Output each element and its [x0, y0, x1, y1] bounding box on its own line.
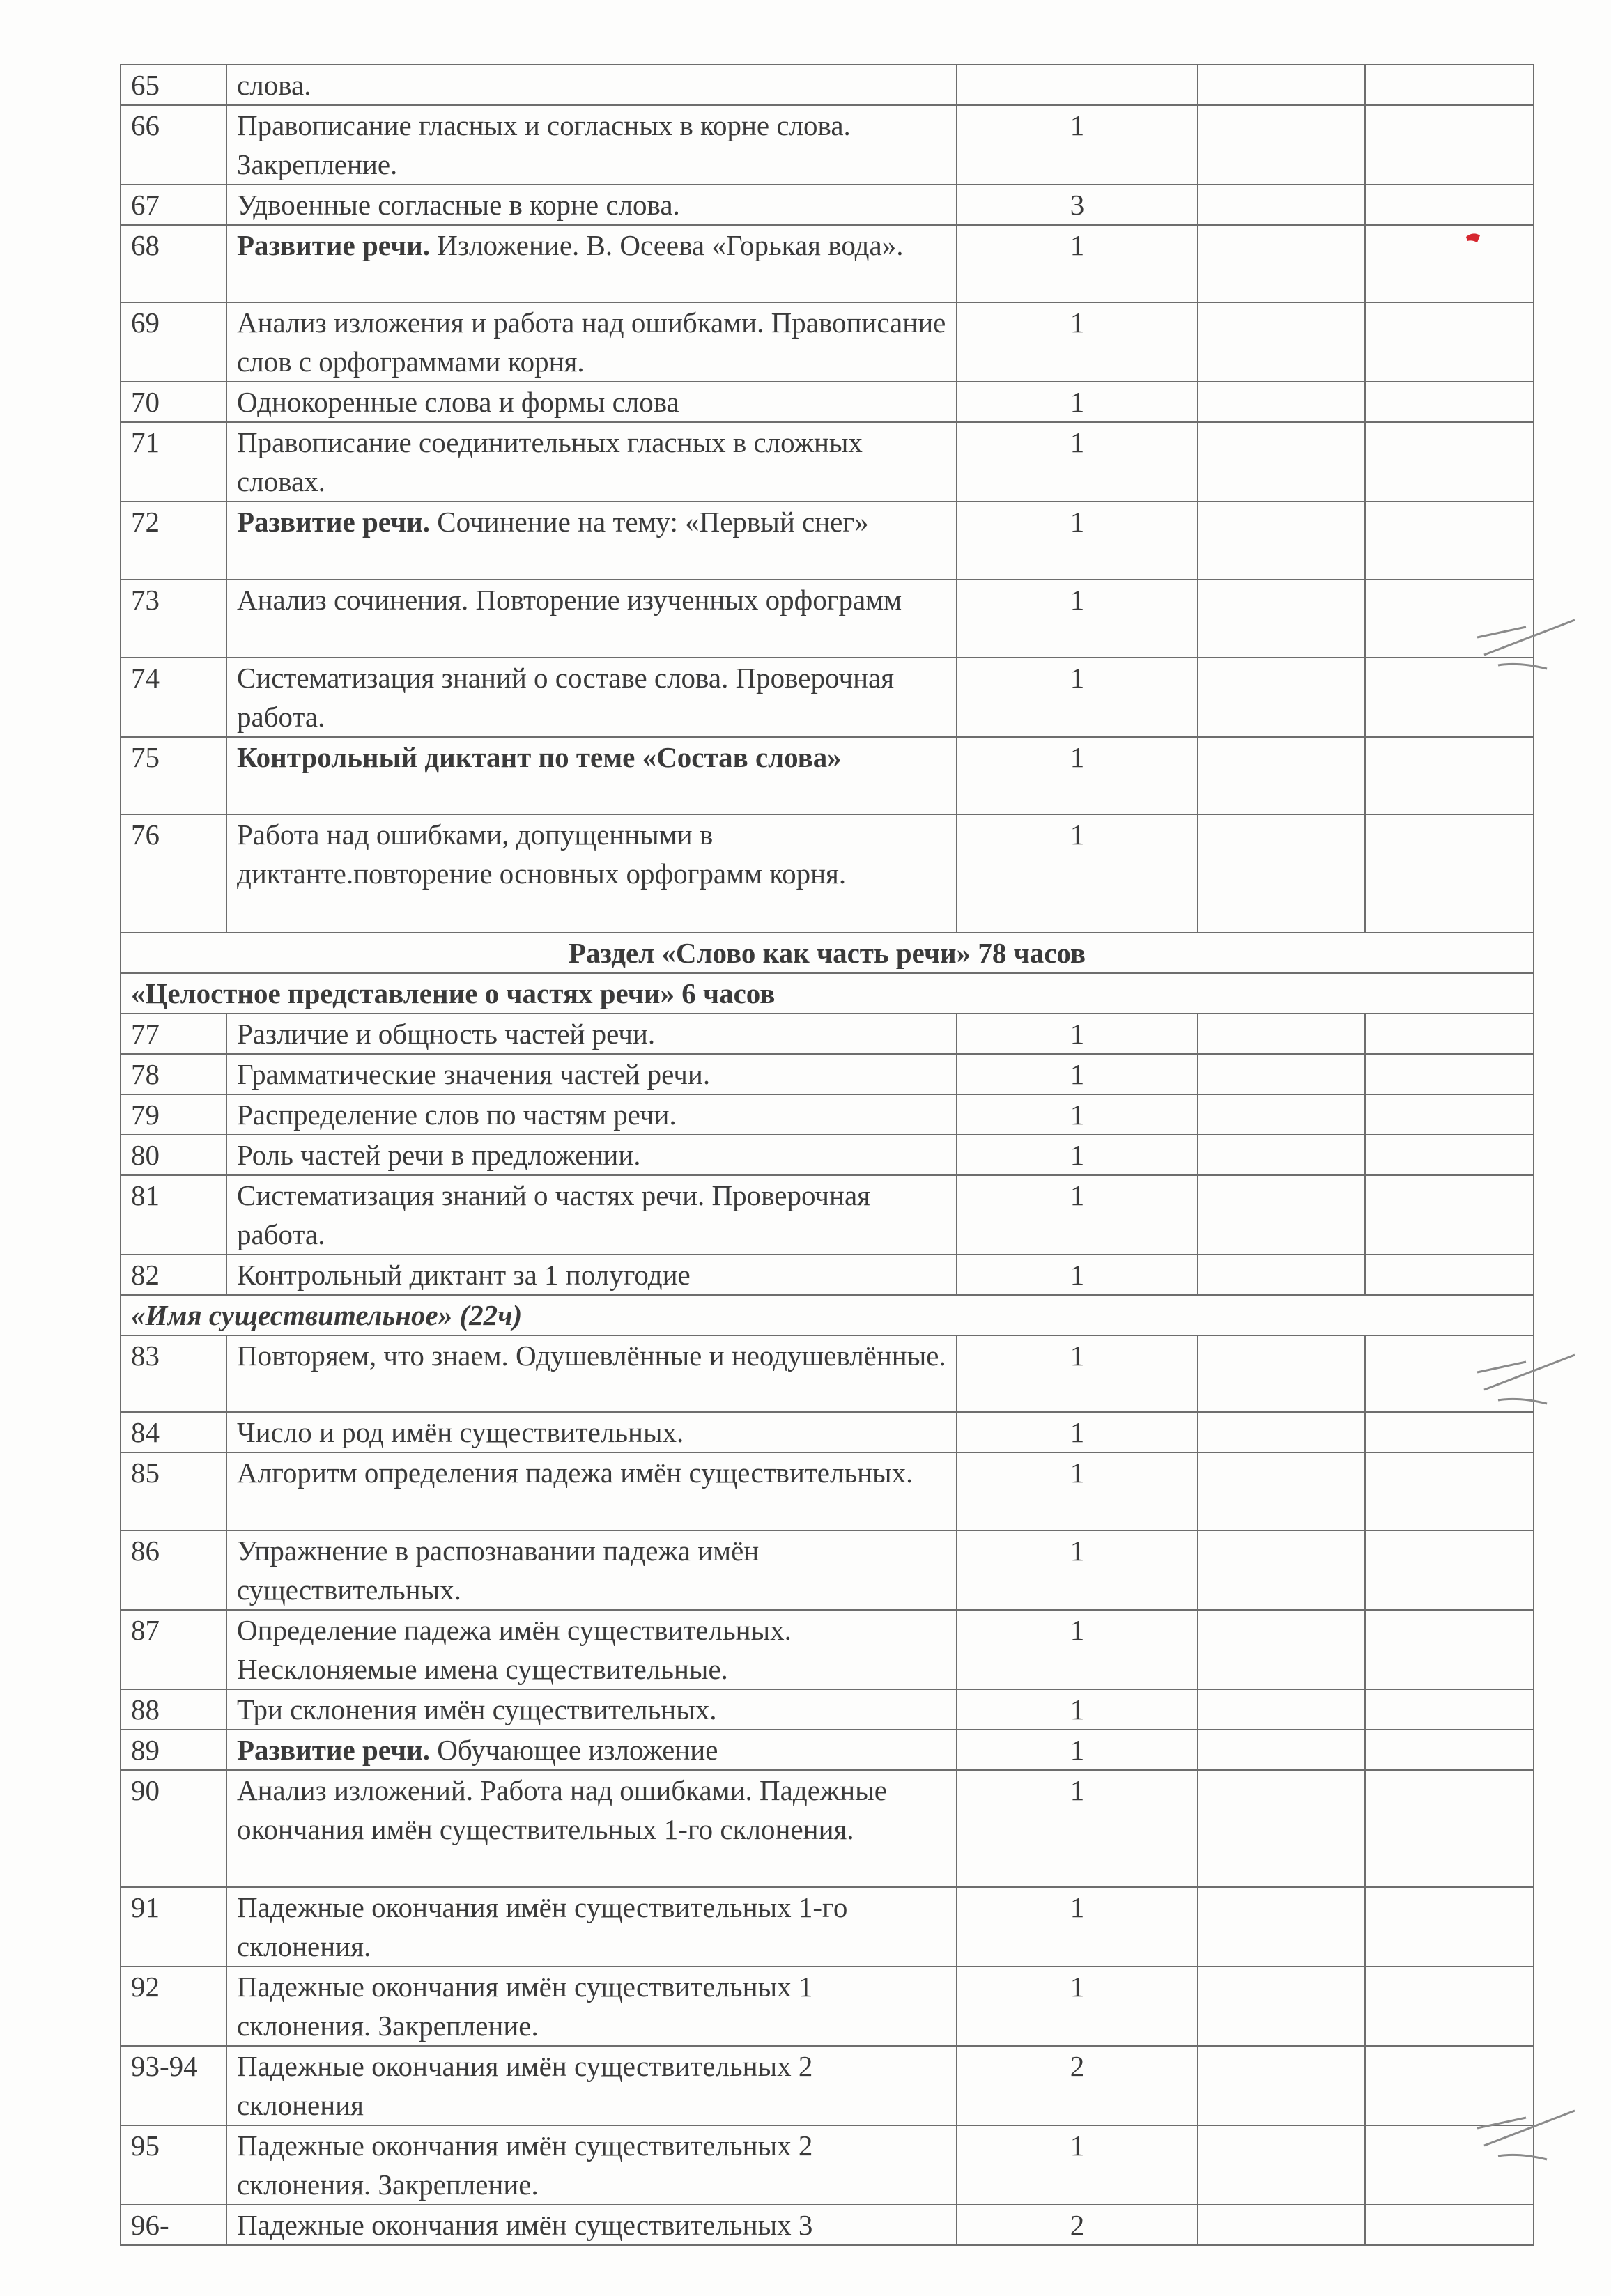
lesson-hours: 1: [957, 1530, 1198, 1610]
lesson-number: 84: [121, 1412, 226, 1452]
lesson-topic: Определение падежа имён существительных. Несклоняемые имена существительные.: [226, 1610, 957, 1689]
lesson-number: 88: [121, 1689, 226, 1730]
lesson-number: 72: [121, 502, 226, 580]
section-row: [121, 933, 1534, 973]
lesson-number: 86: [121, 1530, 226, 1610]
table-row: [121, 2125, 1534, 2205]
lesson-topic: Повторяем, что знаем. Одушевлённые и неодушевлённые.: [226, 1335, 957, 1412]
date-fact-cell: [1365, 1770, 1534, 1887]
table-row: [121, 1175, 1534, 1255]
date-plan-cell: [1198, 1530, 1365, 1610]
date-plan-cell: [1198, 1135, 1365, 1175]
lesson-topic: Различие и общность частей речи.: [226, 1014, 957, 1054]
lesson-hours: 1: [957, 658, 1198, 737]
lesson-hours: 1: [957, 737, 1198, 814]
lesson-hours: 1: [957, 1689, 1198, 1730]
table-row: [121, 65, 1534, 105]
date-plan-cell: [1198, 1335, 1365, 1412]
date-fact-cell: [1365, 1730, 1534, 1770]
pen-stroke-mark: [1470, 606, 1589, 683]
lesson-hours: 1: [957, 1967, 1198, 2046]
date-plan-cell: [1198, 1770, 1365, 1887]
date-fact-cell: [1365, 814, 1534, 933]
table-row: [121, 105, 1534, 185]
lesson-topic: Однокоренные слова и формы слова: [226, 382, 957, 422]
date-plan-cell: [1198, 1887, 1365, 1967]
lesson-number: 91: [121, 1887, 226, 1967]
lesson-number: 90: [121, 1770, 226, 1887]
date-plan-cell: [1198, 1730, 1365, 1770]
section-title: Раздел «Слово как часть речи» 78 часов: [121, 933, 1534, 973]
lesson-hours: 1: [957, 1255, 1198, 1295]
date-plan-cell: [1198, 225, 1365, 302]
lesson-topic: Упражнение в распознавании падежа имён существительных.: [226, 1530, 957, 1610]
table-row: [121, 737, 1534, 814]
lesson-topic: Анализ изложений. Работа над ошибками. Падежные окончания имён существительных 1-го склонения.: [226, 1770, 957, 1887]
red-ink-dot: [1463, 230, 1484, 247]
lesson-topic: Падежные окончания имён существительных 3: [226, 2205, 957, 2245]
date-plan-cell: [1198, 1452, 1365, 1530]
lesson-topic: [226, 1730, 957, 1770]
lesson-hours: 1: [957, 1770, 1198, 1887]
date-plan-cell: [1198, 65, 1365, 105]
table-row: [121, 2205, 1534, 2245]
lesson-number: 85: [121, 1452, 226, 1530]
lesson-topic: Распределение слов по частям речи.: [226, 1094, 957, 1135]
date-fact-cell: [1365, 1452, 1534, 1530]
lesson-topic: Правописание гласных и согласных в корне слова. Закрепление.: [226, 105, 957, 185]
table-row: [121, 1730, 1534, 1770]
subsection-row: [121, 1295, 1534, 1335]
date-fact-cell: [1365, 1014, 1534, 1054]
date-fact-cell: [1365, 1530, 1534, 1610]
table-row: [121, 422, 1534, 502]
lesson-topic: Систематизация знаний о составе слова. Проверочная работа.: [226, 658, 957, 737]
date-plan-cell: [1198, 1054, 1365, 1094]
lesson-hours: 1: [957, 382, 1198, 422]
table-row: [121, 814, 1534, 933]
date-plan-cell: [1198, 658, 1365, 737]
date-fact-cell: [1365, 1887, 1534, 1967]
table-row: [121, 1255, 1534, 1295]
date-fact-cell: [1365, 185, 1534, 225]
table-row: [121, 1135, 1534, 1175]
table-row: [121, 1530, 1534, 1610]
lesson-hours: [957, 65, 1198, 105]
lesson-number: 76: [121, 814, 226, 933]
lesson-topic: Удвоенные согласные в корне слова.: [226, 185, 957, 225]
lesson-number: 73: [121, 580, 226, 658]
lesson-number: 92: [121, 1967, 226, 2046]
lesson-topic: Анализ изложения и работа над ошибками. Правописание слов с орфограммами корня.: [226, 302, 957, 382]
table-row: [121, 1054, 1534, 1094]
table-row: [121, 502, 1534, 580]
date-fact-cell: [1365, 302, 1534, 382]
lesson-hours: 2: [957, 2046, 1198, 2125]
lesson-topic: Падежные окончания имён существительных 2 склонения: [226, 2046, 957, 2125]
lesson-topic: Три склонения имён существительных.: [226, 1689, 957, 1730]
lesson-topic: [226, 502, 957, 580]
date-plan-cell: [1198, 1689, 1365, 1730]
date-fact-cell: [1365, 1054, 1534, 1094]
lesson-hours: 1: [957, 1054, 1198, 1094]
lesson-hours: 1: [957, 580, 1198, 658]
date-plan-cell: [1198, 185, 1365, 225]
table-row: [121, 225, 1534, 302]
lesson-hours: 1: [957, 1887, 1198, 1967]
topic-lead: Развитие речи.: [237, 229, 430, 261]
lesson-hours: 2: [957, 2205, 1198, 2245]
lesson-number: 77: [121, 1014, 226, 1054]
lesson-topic: [226, 225, 957, 302]
lesson-number: 80: [121, 1135, 226, 1175]
lesson-topic: Падежные окончания имён существительных 1 склонения. Закрепление.: [226, 1967, 957, 2046]
table-row: [121, 1770, 1534, 1887]
lesson-topic: Падежные окончания имён существительных 1-го склонения.: [226, 1887, 957, 1967]
table-row: [121, 1610, 1534, 1689]
lesson-number: 65: [121, 65, 226, 105]
date-plan-cell: [1198, 2125, 1365, 2205]
table-row: [121, 302, 1534, 382]
lesson-topic: слова.: [226, 65, 957, 105]
date-plan-cell: [1198, 1175, 1365, 1255]
lesson-topic: Контрольный диктант за 1 полугодие: [226, 1255, 957, 1295]
date-plan-cell: [1198, 1014, 1365, 1054]
lesson-number: 81: [121, 1175, 226, 1255]
lesson-topic: Роль частей речи в предложении.: [226, 1135, 957, 1175]
date-fact-cell: [1365, 1967, 1534, 2046]
date-plan-cell: [1198, 814, 1365, 933]
date-plan-cell: [1198, 1412, 1365, 1452]
lesson-number: 83: [121, 1335, 226, 1412]
table-row: [121, 1335, 1534, 1412]
lesson-plan-table: [120, 64, 1534, 2246]
date-plan-cell: [1198, 502, 1365, 580]
pen-stroke-mark: [1470, 1341, 1589, 1418]
lesson-hours: 1: [957, 502, 1198, 580]
date-fact-cell: [1365, 1689, 1534, 1730]
lesson-topic: Число и род имён существительных.: [226, 1412, 957, 1452]
lesson-topic: Систематизация знаний о частях речи. Проверочная работа.: [226, 1175, 957, 1255]
date-plan-cell: [1198, 2046, 1365, 2125]
date-fact-cell: [1365, 65, 1534, 105]
lesson-hours: 3: [957, 185, 1198, 225]
lesson-number: 96-: [121, 2205, 226, 2245]
lesson-hours: 1: [957, 1094, 1198, 1135]
date-plan-cell: [1198, 2205, 1365, 2245]
table-row: [121, 1967, 1534, 2046]
lesson-hours: 1: [957, 1135, 1198, 1175]
table-row: [121, 580, 1534, 658]
date-fact-cell: [1365, 225, 1534, 302]
date-plan-cell: [1198, 1094, 1365, 1135]
table-row: [121, 1094, 1534, 1135]
lesson-number: 78: [121, 1054, 226, 1094]
table-row: [121, 1412, 1534, 1452]
lesson-number: 69: [121, 302, 226, 382]
lesson-hours: 1: [957, 1335, 1198, 1412]
lesson-number: 67: [121, 185, 226, 225]
date-fact-cell: [1365, 502, 1534, 580]
table-row: [121, 382, 1534, 422]
lesson-hours: 1: [957, 422, 1198, 502]
date-fact-cell: [1365, 737, 1534, 814]
table-row: [121, 1887, 1534, 1967]
date-fact-cell: [1365, 422, 1534, 502]
table-row: [121, 1014, 1534, 1054]
lesson-topic: Алгоритм определения падежа имён существительных.: [226, 1452, 957, 1530]
date-plan-cell: [1198, 737, 1365, 814]
lesson-number: 68: [121, 225, 226, 302]
topic-rest: Сочинение на тему: «Первый снег»: [429, 506, 869, 538]
date-plan-cell: [1198, 580, 1365, 658]
table-row: [121, 185, 1534, 225]
lesson-hours: 1: [957, 1014, 1198, 1054]
date-fact-cell: [1365, 1610, 1534, 1689]
date-fact-cell: [1365, 1135, 1534, 1175]
lesson-hours: 1: [957, 225, 1198, 302]
lesson-number: 93-94: [121, 2046, 226, 2125]
date-plan-cell: [1198, 1967, 1365, 2046]
date-plan-cell: [1198, 302, 1365, 382]
lesson-number: 71: [121, 422, 226, 502]
date-fact-cell: [1365, 2205, 1534, 2245]
date-fact-cell: [1365, 1255, 1534, 1295]
date-plan-cell: [1198, 105, 1365, 185]
lesson-number: 66: [121, 105, 226, 185]
pen-stroke-mark: [1470, 2097, 1589, 2173]
date-plan-cell: [1198, 1610, 1365, 1689]
lesson-hours: 1: [957, 2125, 1198, 2205]
lesson-topic: Правописание соединительных гласных в сложных словах.: [226, 422, 957, 502]
lesson-hours: 1: [957, 814, 1198, 933]
date-fact-cell: [1365, 382, 1534, 422]
table-row: [121, 1689, 1534, 1730]
lesson-topic: Контрольный диктант по теме «Состав слова»: [226, 737, 957, 814]
lesson-number: 87: [121, 1610, 226, 1689]
lesson-hours: 1: [957, 1610, 1198, 1689]
subsection-row: [121, 973, 1534, 1014]
lesson-number: 82: [121, 1255, 226, 1295]
lesson-topic: Грамматические значения частей речи.: [226, 1054, 957, 1094]
date-plan-cell: [1198, 1255, 1365, 1295]
lesson-number: 95: [121, 2125, 226, 2205]
date-fact-cell: [1365, 1412, 1534, 1452]
lesson-hours: 1: [957, 1452, 1198, 1530]
lesson-hours: 1: [957, 105, 1198, 185]
lesson-number: 79: [121, 1094, 226, 1135]
lesson-hours: 1: [957, 1175, 1198, 1255]
table-row: [121, 1452, 1534, 1530]
lesson-hours: 1: [957, 1730, 1198, 1770]
date-fact-cell: [1365, 1094, 1534, 1135]
lesson-number: 75: [121, 737, 226, 814]
subsection-title: «Имя существительное» (22ч): [121, 1295, 1534, 1335]
lesson-topic: Падежные окончания имён существительных 2 склонения. Закрепление.: [226, 2125, 957, 2205]
topic-lead: Развитие речи.: [237, 506, 430, 538]
topic-rest: Обучающее изложение: [429, 1734, 718, 1766]
lesson-hours: 1: [957, 1412, 1198, 1452]
lesson-number: 70: [121, 382, 226, 422]
lesson-number: 74: [121, 658, 226, 737]
date-plan-cell: [1198, 382, 1365, 422]
table-row: [121, 658, 1534, 737]
topic-rest: Изложение. В. Осеева «Горькая вода».: [429, 229, 904, 261]
lesson-topic: Работа над ошибками, допущенными в диктанте.повторение основных орфограмм корня.: [226, 814, 957, 933]
date-fact-cell: [1365, 105, 1534, 185]
date-fact-cell: [1365, 1175, 1534, 1255]
topic-lead: Развитие речи.: [237, 1734, 430, 1766]
lesson-topic: Анализ сочинения. Повторение изученных орфограмм: [226, 580, 957, 658]
lesson-number: 89: [121, 1730, 226, 1770]
date-plan-cell: [1198, 422, 1365, 502]
table-row: [121, 2046, 1534, 2125]
lesson-hours: 1: [957, 302, 1198, 382]
subsection-title: «Целостное представление о частях речи» 6 часов: [121, 973, 1534, 1014]
